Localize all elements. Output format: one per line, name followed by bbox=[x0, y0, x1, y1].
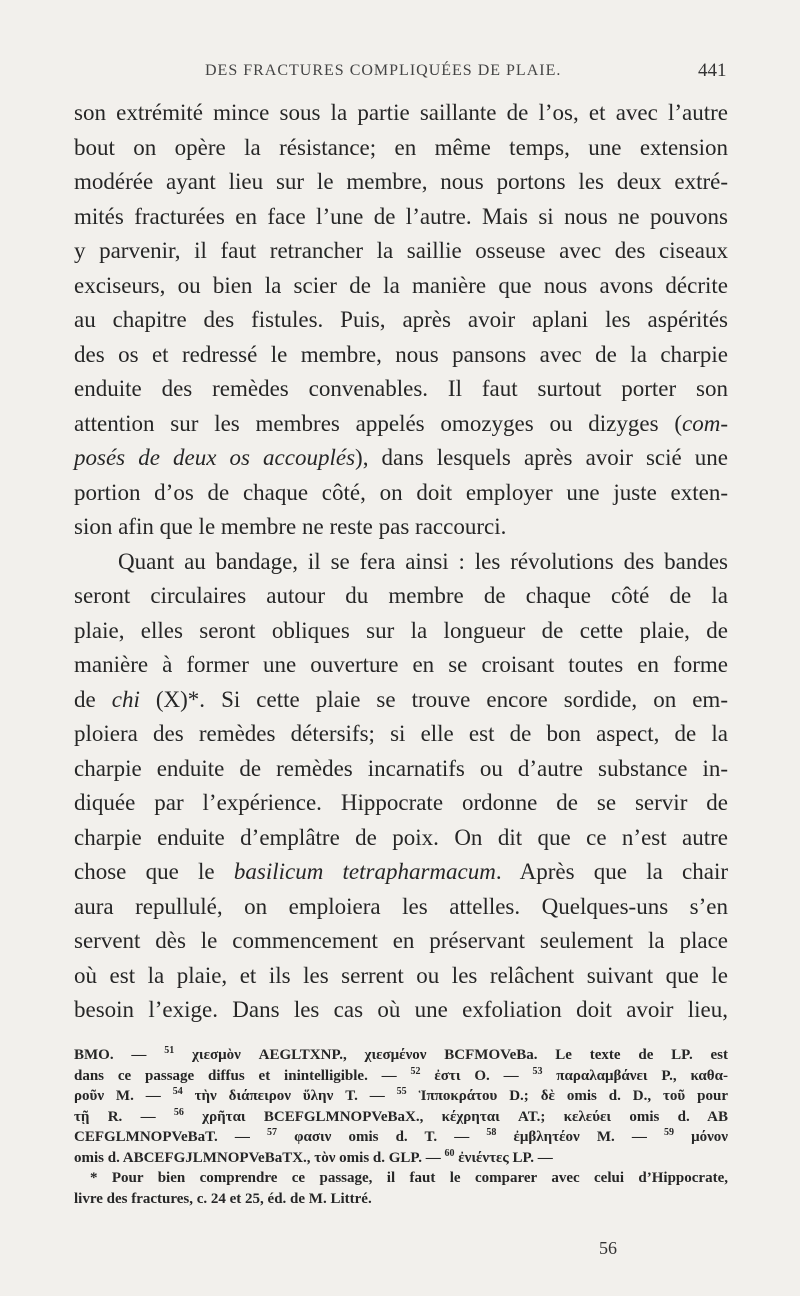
body-line: ploiera des remèdes détersifs; si elle est de bon aspect, de la bbox=[74, 721, 728, 746]
body-line: son extrémité mince sous la partie saillante de l’os, et avec l’autre bbox=[74, 100, 728, 125]
body-line: au chapitre des fistules. Puis, après avoir aplani les aspérités bbox=[74, 307, 728, 332]
body-line: mités fracturées en face l’une de l’autre. Mais si nous ne pouvons bbox=[74, 203, 728, 229]
body-line: besoin l’exige. Dans les cas où une exfoliation doit avoir lieu, bbox=[74, 997, 728, 1022]
body-line: posés de deux os accouplés), dans lesquels après avoir scié une bbox=[74, 445, 729, 470]
body-line: enduite des remèdes convenables. Il faut surtout porter son bbox=[74, 376, 728, 401]
footnote-line: livre des fractures, c. 24 et 25, éd. de M. Littré. bbox=[74, 1190, 372, 1207]
variant-note-line: τῇ R. — $^{56}$ χρῆται BCEFGLMNOPVeBaX., κέχρηται AT.; κελεύει omis d. AB bbox=[74, 1106, 729, 1125]
body-line: aura repullulé, on emploiera les attelles. Quelques-uns s’en bbox=[74, 893, 728, 919]
body-line: de chi (X)*. Si cette plaie se trouve encore sordide, on em- bbox=[74, 686, 728, 712]
body-text bbox=[74, 96, 728, 1028]
body-line: seront circulaires autour du membre de chaque côté de la bbox=[74, 583, 728, 608]
body-line: modérée ayant lieu sur le membre, nous portons les deux extré- bbox=[74, 169, 728, 194]
body-line: diquée par l’expérience. Hippocrate ordonne de se servir de bbox=[74, 790, 728, 815]
body-line: y parvenir, il faut retrancher la saillie osseuse avec des ciseaux bbox=[74, 238, 728, 263]
body-line: où est la plaie, et ils les serrent ou les relâchent suivant que le bbox=[74, 962, 728, 988]
body-line: charpie enduite de remèdes incarnatifs ou d’autre substance in- bbox=[74, 755, 728, 781]
body-line: charpie enduite d’emplâtre de poix. On dit que ce n’est autre bbox=[74, 824, 728, 850]
variant-note-line: BMO. — $^{51}$ χιεσμὸν AEGLTXNP., χιεσμένον BCFMOVeBa. Le texte de LP. est bbox=[74, 1045, 728, 1063]
body-line: bout on opère la résistance; en même temps, une extension bbox=[74, 134, 728, 160]
body-line: des os et redressé le membre, nous pansons avec de la charpie bbox=[74, 341, 728, 367]
body-line: exciseurs, ou bien la scier de la manière que nous avons décrite bbox=[74, 272, 728, 298]
variant-note-line: dans ce passage diffus et inintelligible. — $^{52}$ ἐστι O. — $^{53}$ παραλαμβάνει P., καθα- bbox=[74, 1065, 728, 1084]
body-line: plaie, elles seront obliques sur la longueur de cette plaie, de bbox=[74, 617, 728, 643]
footnote-line: * Pour bien comprendre ce passage, il faut le comparer avec celui d’Hippocrate, bbox=[90, 1170, 728, 1186]
page-number: 441 bbox=[698, 60, 727, 81]
variant-note-line: omis d. ABCEFGJLMNOPVeBaTX., τὸν omis d. GLP. — $^{60}$ ἐνιέντες LP. — bbox=[74, 1147, 553, 1166]
body-line: chose que le basilicum tetrapharmacum. Après que la chair bbox=[74, 859, 728, 884]
signature-mark: 56 bbox=[599, 1238, 617, 1258]
footnotes bbox=[74, 1045, 728, 1209]
running-title: DES FRACTURES COMPLIQUÉES DE PLAIE. bbox=[205, 62, 562, 79]
body-line: manière à former une ouverture en se croisant toutes en forme bbox=[74, 652, 728, 677]
body-line: servent dès le commencement en préservant seulement la place bbox=[74, 928, 728, 953]
variant-note-line: ροῦν M. — $^{54}$ τὴν διάπειρον ὕλην T. — $^{55}$ Ἱπποκράτου D.; δὲ omis d. D., τοῦ pour bbox=[74, 1086, 728, 1104]
variant-note-line: CEFGLMNOPVeBaT. — $^{57}$ φασιν omis d. T. — $^{58}$ ἐμβλητέον M. — $^{59}$ μόνον bbox=[74, 1127, 728, 1145]
body-line: sion afin que le membre ne reste pas raccourci. bbox=[74, 514, 507, 539]
body-line: Quant au bandage, il se fera ainsi : les révolutions des bandes bbox=[118, 548, 728, 574]
page-header bbox=[0, 62, 800, 86]
body-line: portion d’os de chaque côté, on doit employer une juste exten- bbox=[74, 479, 728, 505]
body-line: attention sur les membres appelés omozyges ou dizyges (com- bbox=[74, 410, 728, 436]
